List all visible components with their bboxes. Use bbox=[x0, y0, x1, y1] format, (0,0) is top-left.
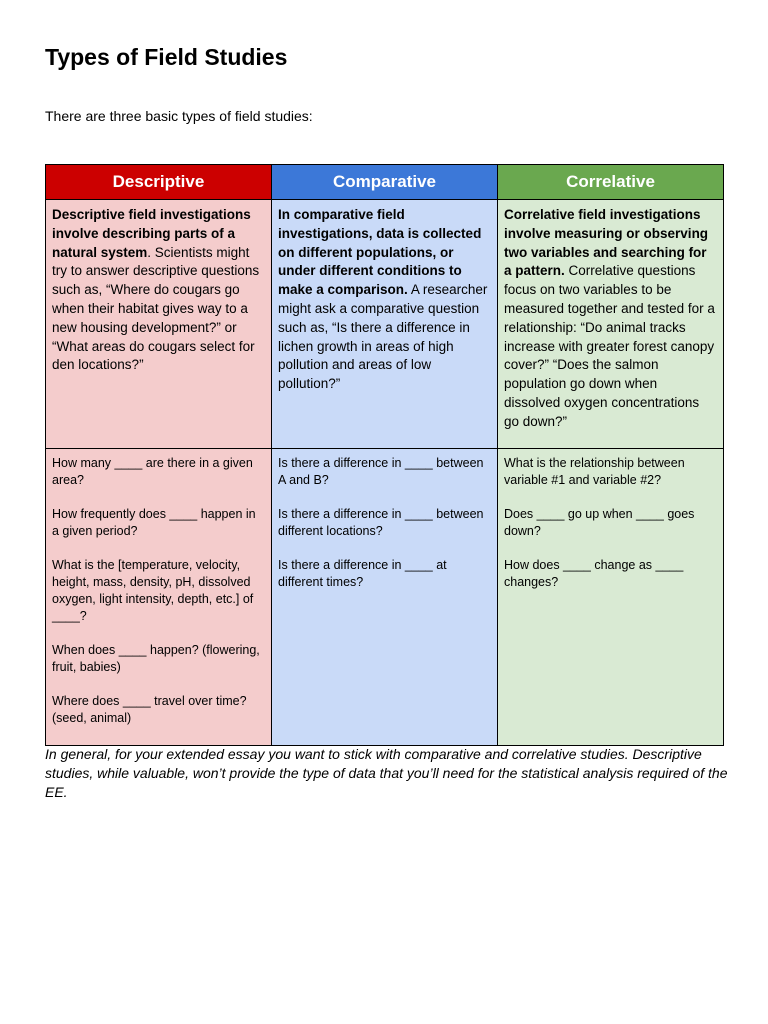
question-item: Where does ____ travel over time? (seed, animal) bbox=[52, 694, 247, 725]
page-title: Types of Field Studies bbox=[45, 44, 288, 70]
header-row bbox=[46, 165, 724, 200]
header-correlative: Correlative bbox=[498, 165, 724, 200]
comparative-description bbox=[272, 200, 498, 449]
correlative-description-rest: Correlative questions focus on two variables to be measured together and tested for a relationship: “Do animal tracks increase with greater forest canopy cover?” “Does the salmon population go down when dissolved oxygen concentrations go down?” bbox=[504, 263, 715, 429]
question-item: How many ____ are there in a given area? bbox=[52, 456, 253, 487]
header-descriptive: Descriptive bbox=[46, 165, 272, 200]
correlative-description-bold: Correlative field investigations involve measuring or observing two variables and searching for a pattern. bbox=[504, 207, 709, 279]
question-item: Is there a difference in ____ between A and B? bbox=[278, 456, 484, 487]
header-comparative: Comparative bbox=[272, 165, 498, 200]
closing-note: In general, for your extended essay you want to stick with comparative and correlative studies. Descriptive studies, while valuable, won’t provide the type of data that you’ll need for the statistical analysis required of the EE. bbox=[45, 746, 728, 800]
question-item: Is there a difference in ____ between different locations? bbox=[278, 507, 484, 538]
question-item: How frequently does ____ happen in a given period? bbox=[52, 507, 256, 538]
question-item: Is there a difference in ____ at different times? bbox=[278, 558, 447, 589]
description-row bbox=[46, 200, 724, 449]
question-item: How does ____ change as ____ changes? bbox=[504, 558, 684, 589]
descriptive-description-rest: . Scientists might try to answer descriptive questions such as, “Where do cougars go when their habitat gives way to a new housing development?” or “What areas do cougars select for den locations?” bbox=[52, 244, 260, 373]
descriptive-description-bold: Descriptive field investigations involve describing parts of a natural system bbox=[52, 207, 251, 260]
question-item: What is the relationship between variable #1 and variable #2? bbox=[504, 456, 685, 487]
question-item: Does ____ go up when ____ goes down? bbox=[504, 507, 695, 538]
comparative-description-rest: A researcher might ask a comparative question such as, “Is there a difference in lichen growth in areas of high pollution and areas of low pollution?” bbox=[278, 282, 488, 392]
question-item: When does ____ happen? (flowering, fruit, babies) bbox=[52, 643, 260, 674]
correlative-description bbox=[498, 200, 724, 449]
descriptive-description bbox=[46, 200, 272, 449]
descriptive-questions bbox=[46, 449, 272, 746]
questions-row bbox=[46, 449, 724, 746]
comparative-questions bbox=[272, 449, 498, 746]
intro-text: There are three basic types of field studies: bbox=[45, 108, 313, 124]
field-studies-table bbox=[45, 164, 724, 746]
correlative-questions bbox=[498, 449, 724, 746]
question-item: What is the [temperature, velocity, height, mass, density, pH, dissolved oxygen, light intensity, depth, etc.] of ____? bbox=[52, 558, 254, 623]
comparative-description-bold: In comparative field investigations, data is collected on different populations, or under different conditions to make a comparison. bbox=[278, 207, 482, 298]
